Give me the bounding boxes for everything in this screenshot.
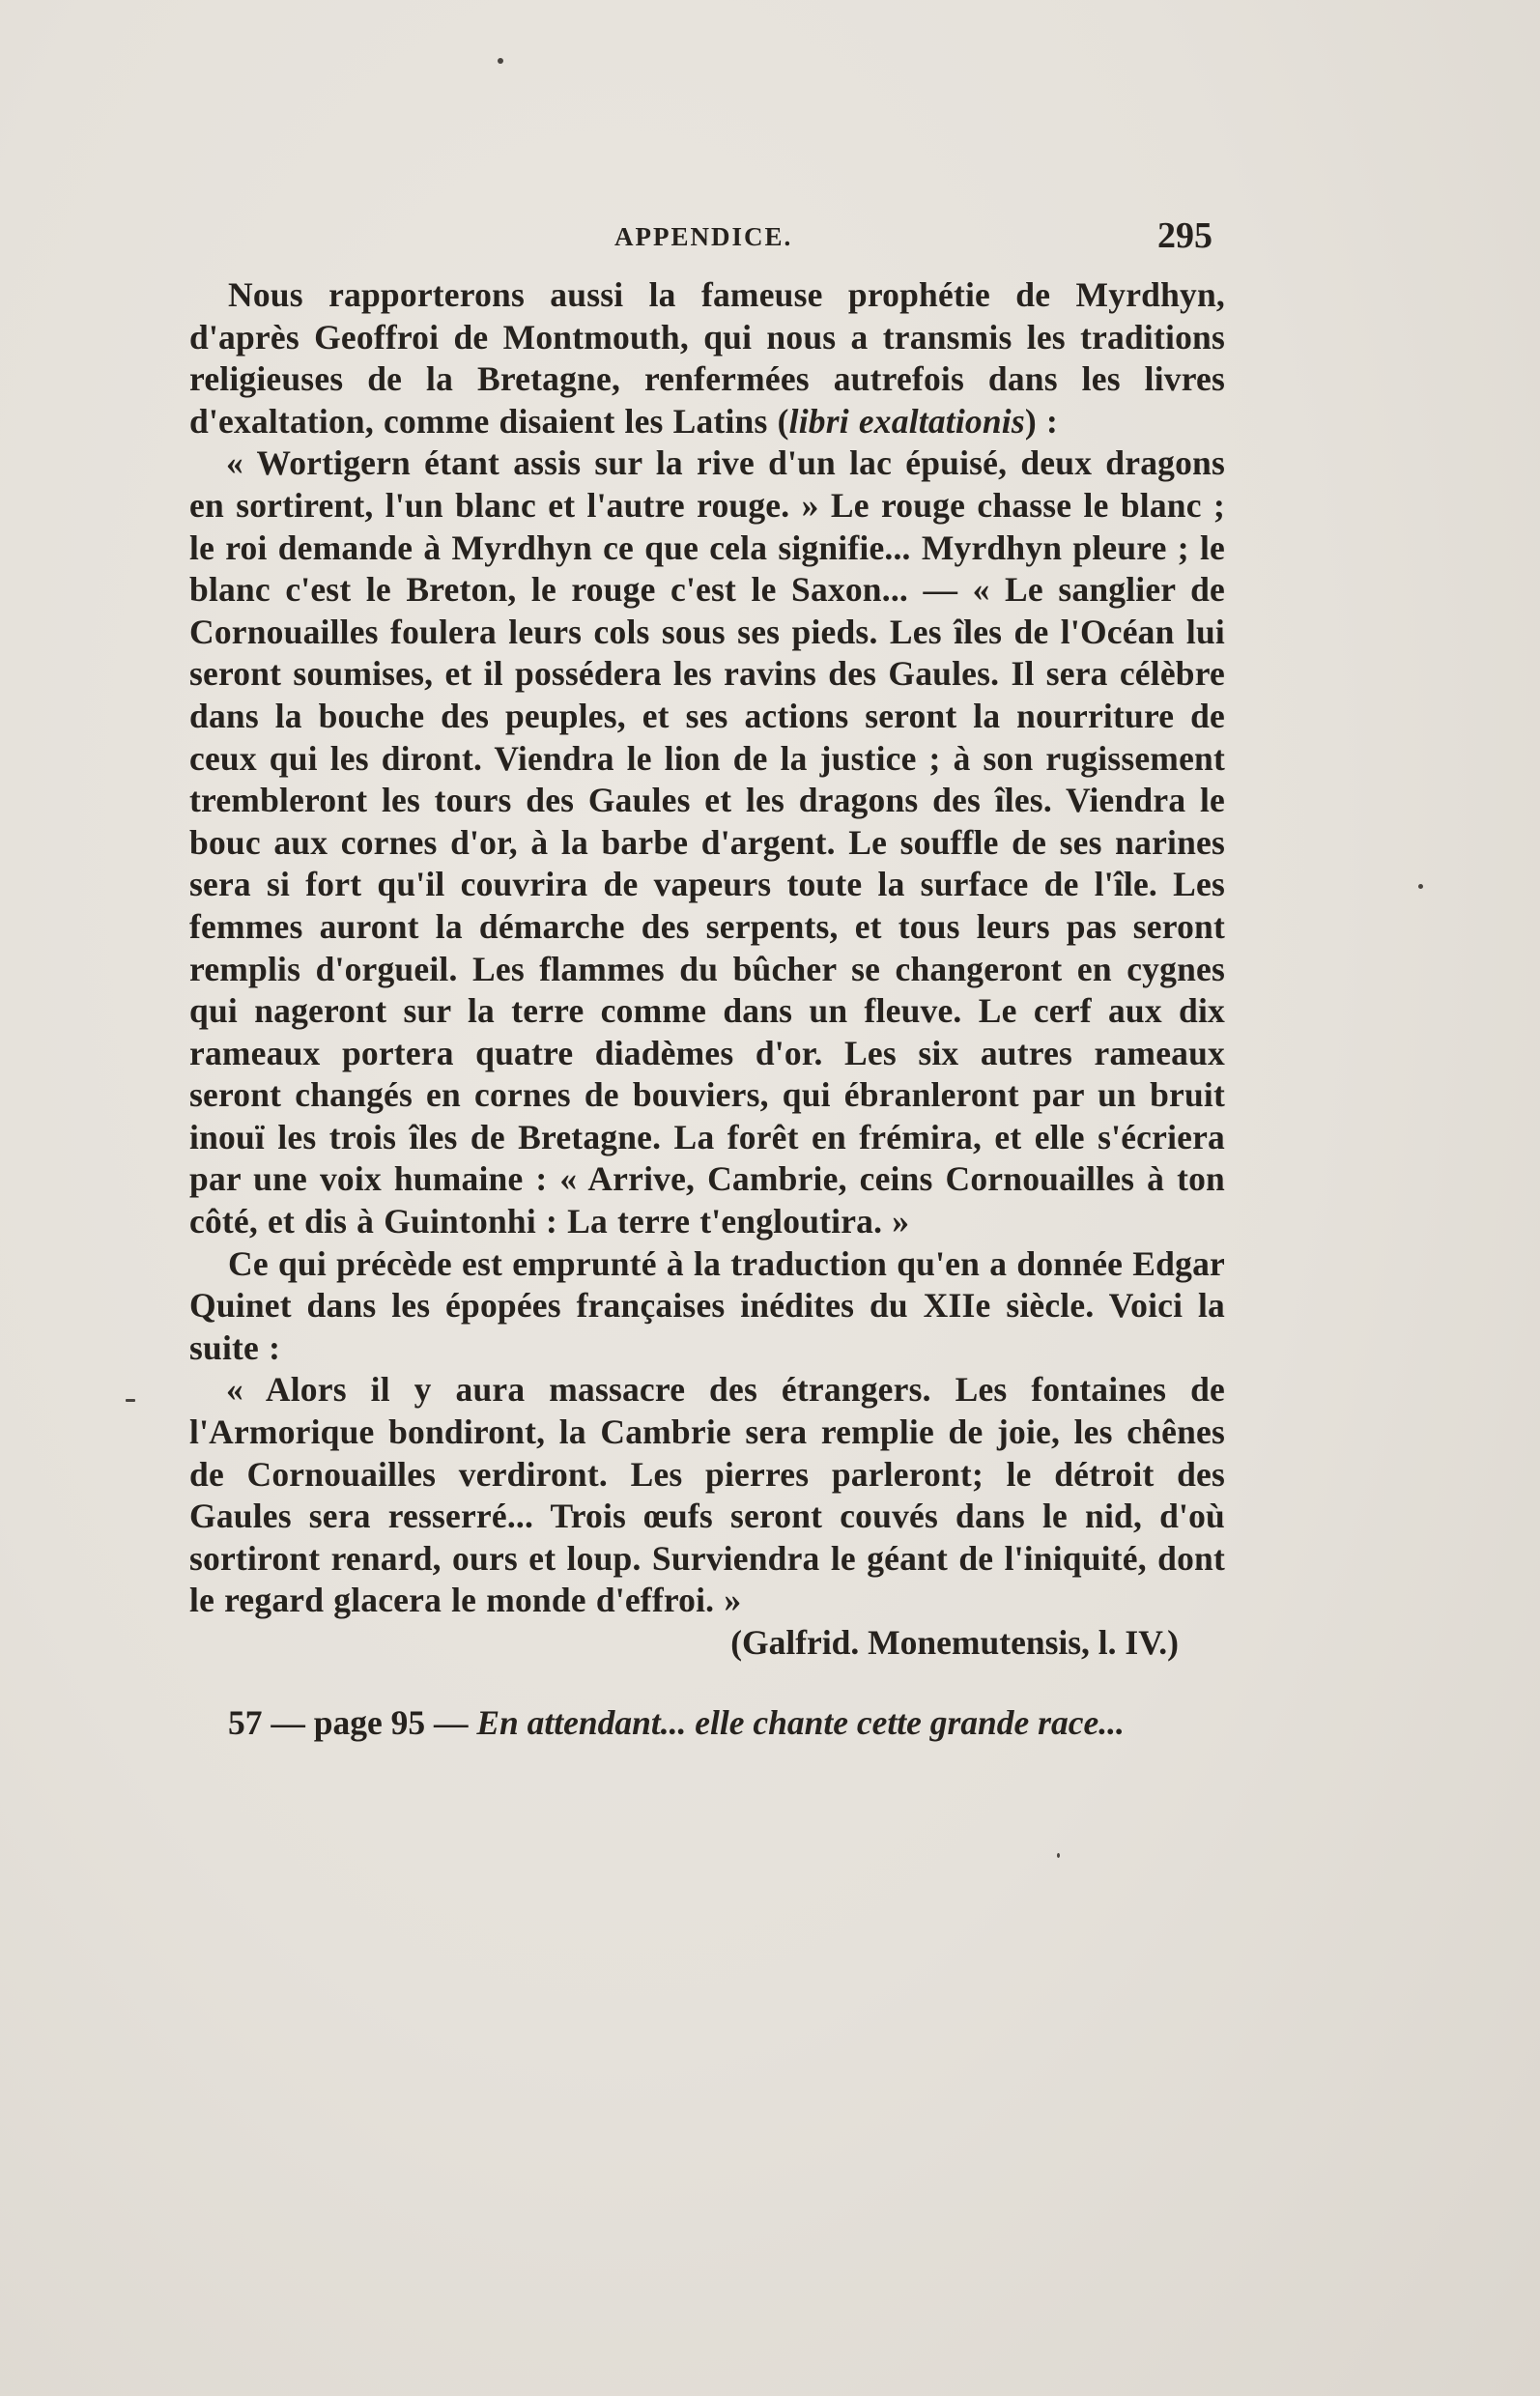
footnote-ref: 57 — page 95 — — [228, 1702, 477, 1742]
running-head: APPENDICE. — [614, 222, 793, 251]
paragraph-intro-text: Nous rapporterons aussi la fameuse prophétie de Myrdhyn, d'après Geoffroi de Montmouth, qui nous a transmis les traditions religieuses de la Bretagne, renfermées autrefois dans les livres d'exaltation, comme disaient les Latins ( — [189, 275, 1225, 441]
page-number: 295 — [1157, 215, 1212, 256]
page-header — [0, 214, 1540, 263]
print-speck — [1418, 884, 1423, 889]
paragraph-intro-end: ) : — [1024, 401, 1059, 441]
paragraph-prophecy: « Wortigern étant assis sur la rive d'un lac épuisé, deux dragons en sortirent, l'un blanc et l'autre rouge. » Le rouge chasse le blanc ; le roi demande à Myrdhyn ce que cela signifie... Myrdhyn pleure ; le blanc c'est le Breton, le rouge c'est le Saxon... — « Le sanglier de Cornouailles foulera leurs cols sous ses pieds. Les îles de l'Océan lui seront soumises, et il possédera les ravins des Gaules. Il sera célèbre dans la bouche des peuples, et ses actions seront la nourriture de ceux qui les diront. Viendra le lion de la justice ; à son rugissement trembleront les tours des Gaules et les dragons des îles. Viendra le bouc aux cornes d'or, à la barbe d'argent. Le souffle de ses narines sera si fort qu'il couvrira de vapeurs toute la surface de l'île. Les femmes auront la démarche des serpents, et tous leurs pas seront remplis d'orgueil. Les flammes du bûcher se changeront en cygnes qui nageront sur la terre comme dans un fleuve. Le cerf aux dix rameaux portera quatre diadèmes d'or. Les six autres rameaux seront changés en cornes de bouviers, qui ébranleront par un bruit inouï les trois îles de Bretagne. La forêt en frémira, et elle s'écriera par une voix humaine : « Arrive, Cambrie, ceins Cornouailles à ton côté, et dis à Guintonhi : La terre t'engloutira. » — [189, 443, 1225, 1241]
citation: (Galfrid. Monemutensis, l. IV.) — [730, 1623, 1179, 1662]
main-text — [189, 274, 1225, 1744]
footnote — [189, 1701, 1225, 1744]
print-speck — [126, 1399, 135, 1402]
footnote-quote: En attendant... elle chante cette grande race... — [476, 1702, 1125, 1742]
print-speck — [1057, 1853, 1060, 1858]
paragraph-source: Ce qui précède est emprunté à la traduction qu'en a donnée Edgar Quinet dans les épopées françaises inédites du XIIe siècle. Voici la suite : — [189, 1243, 1225, 1367]
paragraph-intro — [189, 274, 1225, 442]
paragraph-continuation: « Alors il y aura massacre des étrangers. Les fontaines de l'Armorique bondiront, la Cambrie sera remplie de joie, les chênes de Cornouailles verdiront. Les pierres parleront; le détroit des Gaules sera resserré... Trois œufs seront couvés dans le nid, d'où sortiront renard, ours et loup. Surviendra le géant de l'iniquité, dont le regard glacera le monde d'effroi. » — [189, 1370, 1225, 1620]
latin-title: libri exaltationis — [788, 401, 1025, 441]
print-speck — [498, 58, 503, 64]
